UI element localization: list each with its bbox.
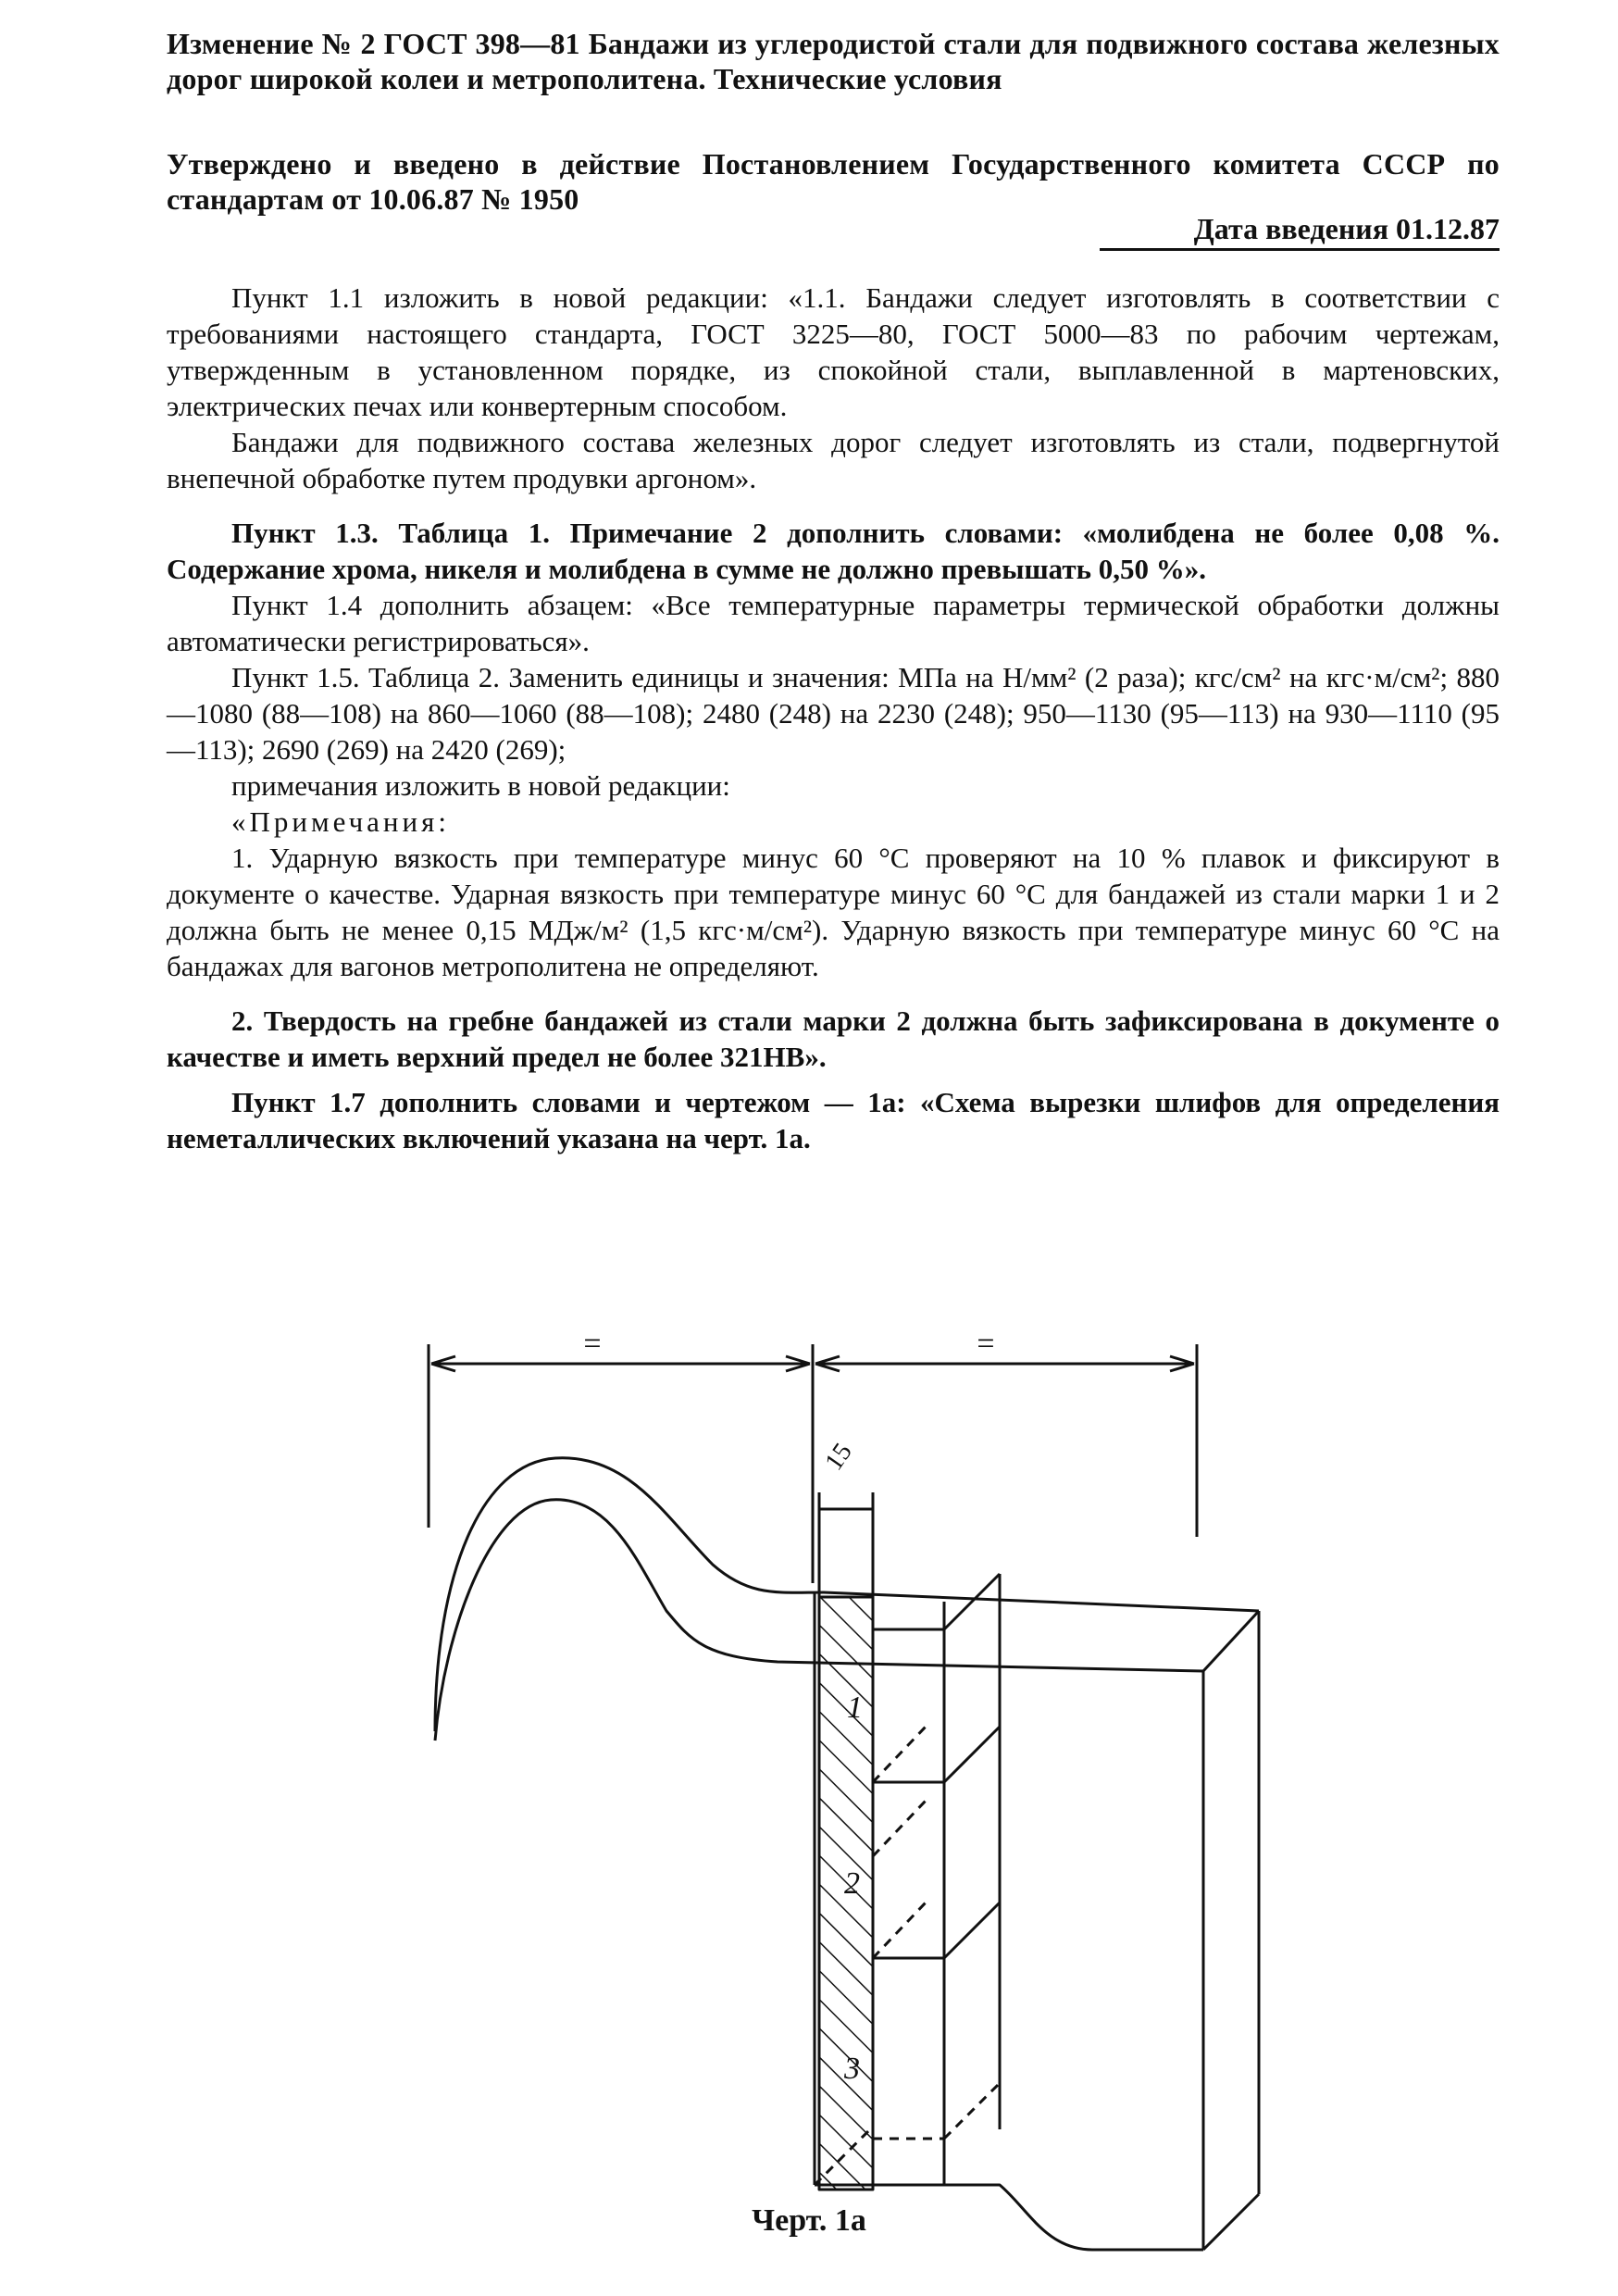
sample-box-1-diag-bottom <box>944 1727 1000 1782</box>
note-2: 2. Твердость на гребне бандажей из стали марки 2 должна быть зафиксирована в документе о качестве и иметь верхний предел не более 321НВ». <box>167 1004 1500 1073</box>
paragraph-1-4: Пункт 1.4 дополнить абзацем: «Все температурные параметры термической обработки должны автоматически регистрироваться». <box>167 589 1500 657</box>
approval-statement: Утверждено и введено в действие Постановлением Государственного комитета СССР по стандартам от 10.06.87 № 1950 <box>167 147 1500 216</box>
effective-date: Дата введения 01.12.87 <box>1193 212 1500 245</box>
paragraph-1-1-argon: Бандажи для подвижного состава железных дорог следует изготовлять из стали, подвергнутой внепечной обработке путем продувки аргоном». <box>167 426 1500 494</box>
sample-label-1: 1 <box>847 1691 863 1725</box>
sample-label-2: 2 <box>844 1866 860 1901</box>
dimension-equal-right: = <box>977 1327 995 1361</box>
dimension-equal-left: = <box>583 1327 602 1361</box>
note-1: 1. Ударную вязкость при температуре минус 60 °С проверяют на 10 % плавок и фиксируют в документе о качестве. Ударная вязкость при температуре минус 60 °С для бандажей из стали марки 1 и 2 должна быть не менее 0,15 МДж/м² (1,5 кгс·м/см²). Ударную вязкость при температуре минус 60 °С на бандажах для вагонов метрополитена не определяют. <box>167 842 1500 982</box>
figure-caption: Черт. 1а <box>752 2203 866 2238</box>
sample-box-3-diag <box>944 2083 1000 2139</box>
sample-box-2-hidden <box>873 1903 926 1958</box>
dimension-15-label: 15 <box>819 1438 858 1477</box>
sample-box-1-diag-top <box>944 1574 1000 1629</box>
notes-heading: «Примечания: <box>231 805 450 838</box>
paragraph-1-7: Пункт 1.7 дополнить словами и чертежом — 1а: «Схема вырезки шлифов для определения неметаллических включений указана на черт. 1а. <box>167 1086 1500 1154</box>
paragraph-1-5: Пункт 1.5. Таблица 2. Заменить единицы и значения: МПа на Н/мм² (2 раза); кгс/см² на кгс·м/см²; 880—1080 (88—108) на 860—1060 (88—108); 2480 (248) на 2230 (248); 950—1130 (95—113) на 930—1110 (95—113); 2690 (269) на 2420 (269); <box>167 661 1500 766</box>
paragraph-1-3: Пункт 1.3. Таблица 1. Примечание 2 дополнить словами: «молибдена не более 0,08 %. Содержание хрома, никеля и молибдена в сумме не должно превышать 0,50 %». <box>167 517 1500 585</box>
paragraph-1-1: Пункт 1.1 изложить в новой редакции: «1.1. Бандажи следует изготовлять в соответствии с требованиями настоящего стандарта, ГОСТ 3225—80, ГОСТ 5000—83 по рабочим чертежам, утвержденным в установленном порядке, из спокойной стали, выплавленной в мартеновских, электрических печах или конвертерным способом. <box>167 281 1500 422</box>
sample-box-2-diag <box>944 1903 1000 1958</box>
document-title: Изменение № 2 ГОСТ 398—81 Бандажи из углеродистой стали для подвижного состава железных дорог широкой колеи и метрополитена. Технические условия <box>167 27 1500 95</box>
sample-box-1-hidden <box>873 1727 926 1782</box>
block-top-corner <box>1203 1611 1259 1671</box>
paragraph-notes-intro: примечания изложить в новой редакции: <box>231 769 730 802</box>
sample-label-3: 3 <box>844 2052 860 2086</box>
hidden-line-mid <box>873 1801 926 1856</box>
